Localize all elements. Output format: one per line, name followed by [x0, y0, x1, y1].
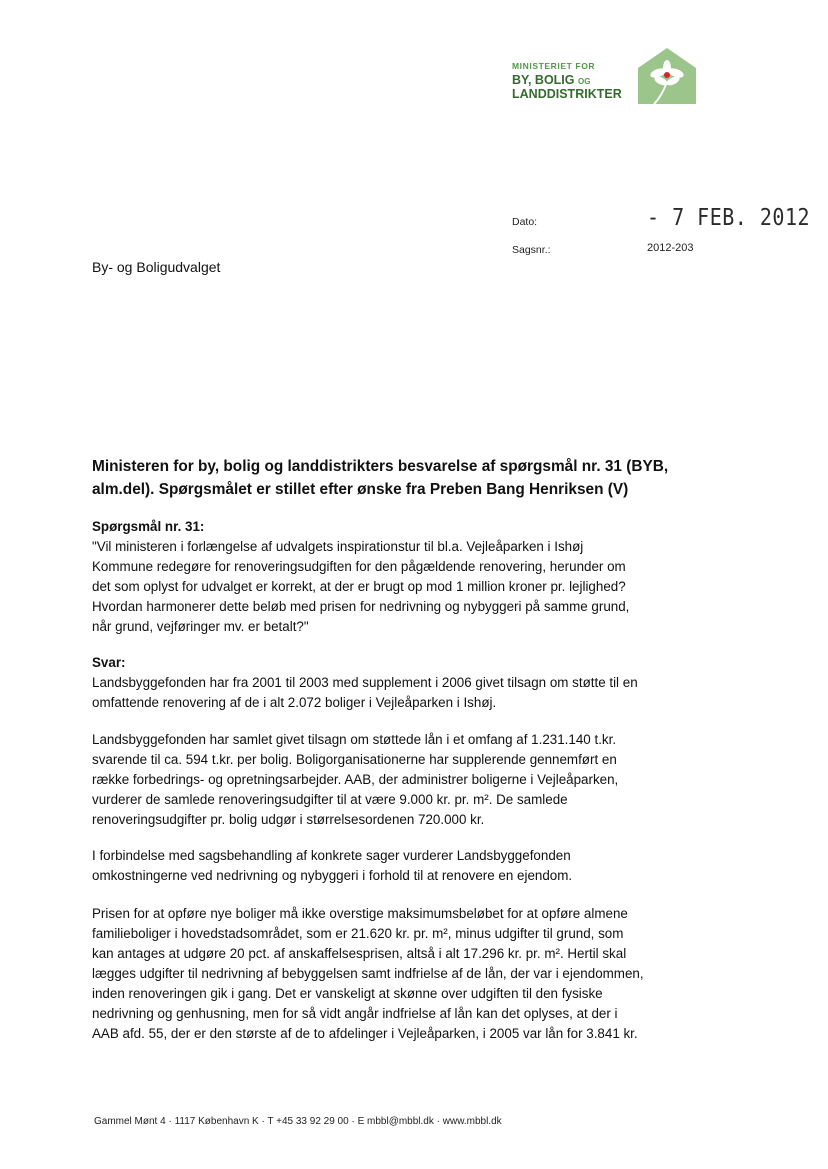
answer-line: AAB afd. 55, der er den største af de to afdelinger i Vejleåparken, i 2005 var lån for 3.841 kr.	[92, 1026, 638, 1041]
logo-line-2-small: OG	[578, 76, 591, 86]
date-stamp: - 7 FEB. 2012	[647, 203, 811, 231]
case-label: Sagsnr.:	[512, 244, 551, 256]
answer-line: familieboliger i hovedstadsområdet, som er 21.620 kr. pr. m², minus udgifter til grund, som	[92, 926, 624, 941]
question-line: det som oplyst for udvalget er korrekt, at der er brugt op mod 1 million kroner pr. lejlighed?	[92, 579, 626, 594]
question-section	[92, 517, 732, 637]
document-title	[92, 455, 732, 501]
title-line: alm.del). Spørgsmålet er stillet efter ønske fra Preben Bang Henriksen (V)	[92, 481, 629, 498]
answer-line: Landsbyggefonden har fra 2001 til 2003 med supplement i 2006 givet tilsagn om støtte til en	[92, 675, 638, 690]
paragraph-2	[92, 730, 732, 830]
question-line: Hvordan harmonerer dette beløb med prisen for nedrivning og nybyggeri på samme grund,	[92, 599, 630, 614]
title-line: Ministeren for by, bolig og landdistrikters besvarelse af spørgsmål nr. 31 (BYB,	[92, 458, 669, 475]
answer-line: kan antages at udgøre 20 pct. af anskaffelsesprisen, altså i alt 17.296 kr. pr. m². Hertil skal	[92, 946, 627, 961]
logo-line-3: LANDDISTRIKTER	[512, 87, 622, 101]
question-heading: Spørgsmål nr. 31:	[92, 519, 205, 534]
answer-line: inden renoveringen gik i gang. Det er vanskeligt at skønne over udgiften til den fysiske	[92, 986, 603, 1001]
footer-contact: Gammel Mønt 4 · 1117 København K · T +45 33 92 29 00 · E mbbl@mbbl.dk · www.mbbl.dk	[94, 1116, 502, 1127]
answer-line: renoveringsudgifter pr. bolig udgør i størrelsesordenen 720.000 kr.	[92, 812, 485, 827]
paragraph-3	[92, 846, 732, 886]
logo-line-2	[512, 74, 634, 87]
answer-line: omkostningerne ved nedrivning og nybyggeri i forhold til at renovere en ejendom.	[92, 868, 573, 883]
answer-line: lægges udgifter til nedrivning af bebyggelsen samt indfrielse af de lån, der var i ejendommen,	[92, 966, 644, 981]
logo-line-2-main: BY, BOLIG	[512, 72, 575, 87]
date-label: Dato:	[512, 216, 538, 228]
logo-line-1: MINISTERIET FOR	[512, 61, 596, 71]
answer-heading: Svar:	[92, 655, 126, 670]
paragraph-4	[92, 904, 732, 1044]
question-line: når grund, vejføringer mv. er betalt?"	[92, 619, 309, 634]
answer-line: I forbindelse med sagsbehandling af konkrete sager vurderer Landsbyggefonden	[92, 848, 571, 863]
answer-line: nedrivning og genhusning, men for så vidt angår indfrielse af lån kan det oplyses, at der i	[92, 1006, 618, 1021]
answer-line: række forbedrings- og opretningsarbejder. AAB, der administrer boligerne i Vejleåparken,	[92, 772, 619, 787]
case-number: 2012-203	[647, 242, 694, 254]
recipient: By- og Boligudvalget	[92, 259, 221, 275]
question-line: "Vil ministeren i forlængelse af udvalgets inspirationstur til bl.a. Vejleåparken i Ishøj	[92, 539, 584, 554]
answer-line: svarende til ca. 594 t.kr. per bolig. Boligorganisationerne har supplerende gennemført en	[92, 752, 617, 767]
answer-line: omfattende renovering af de i alt 2.072 boliger i Vejleåparken i Ishøj.	[92, 695, 497, 710]
ministry-logo-text	[512, 62, 634, 101]
paragraph-1	[92, 673, 732, 713]
answer-line: Landsbyggefonden har samlet givet tilsagn om støttede lån i et omfang af 1.231.140 t.kr.	[92, 732, 617, 747]
answer-section	[92, 653, 732, 713]
answer-line: Prisen for at opføre nye boliger må ikke overstige maksimumsbeløbet for at opføre almene	[92, 906, 628, 921]
answer-line: vurderer de samlede renoveringsudgifter til at være 9.000 kr. pr. m². De samlede	[92, 792, 568, 807]
house-flower-logo-icon	[636, 46, 698, 106]
question-line: Kommune redegøre for renoveringsudgiften for den pågældende renovering, herunder om	[92, 559, 626, 574]
